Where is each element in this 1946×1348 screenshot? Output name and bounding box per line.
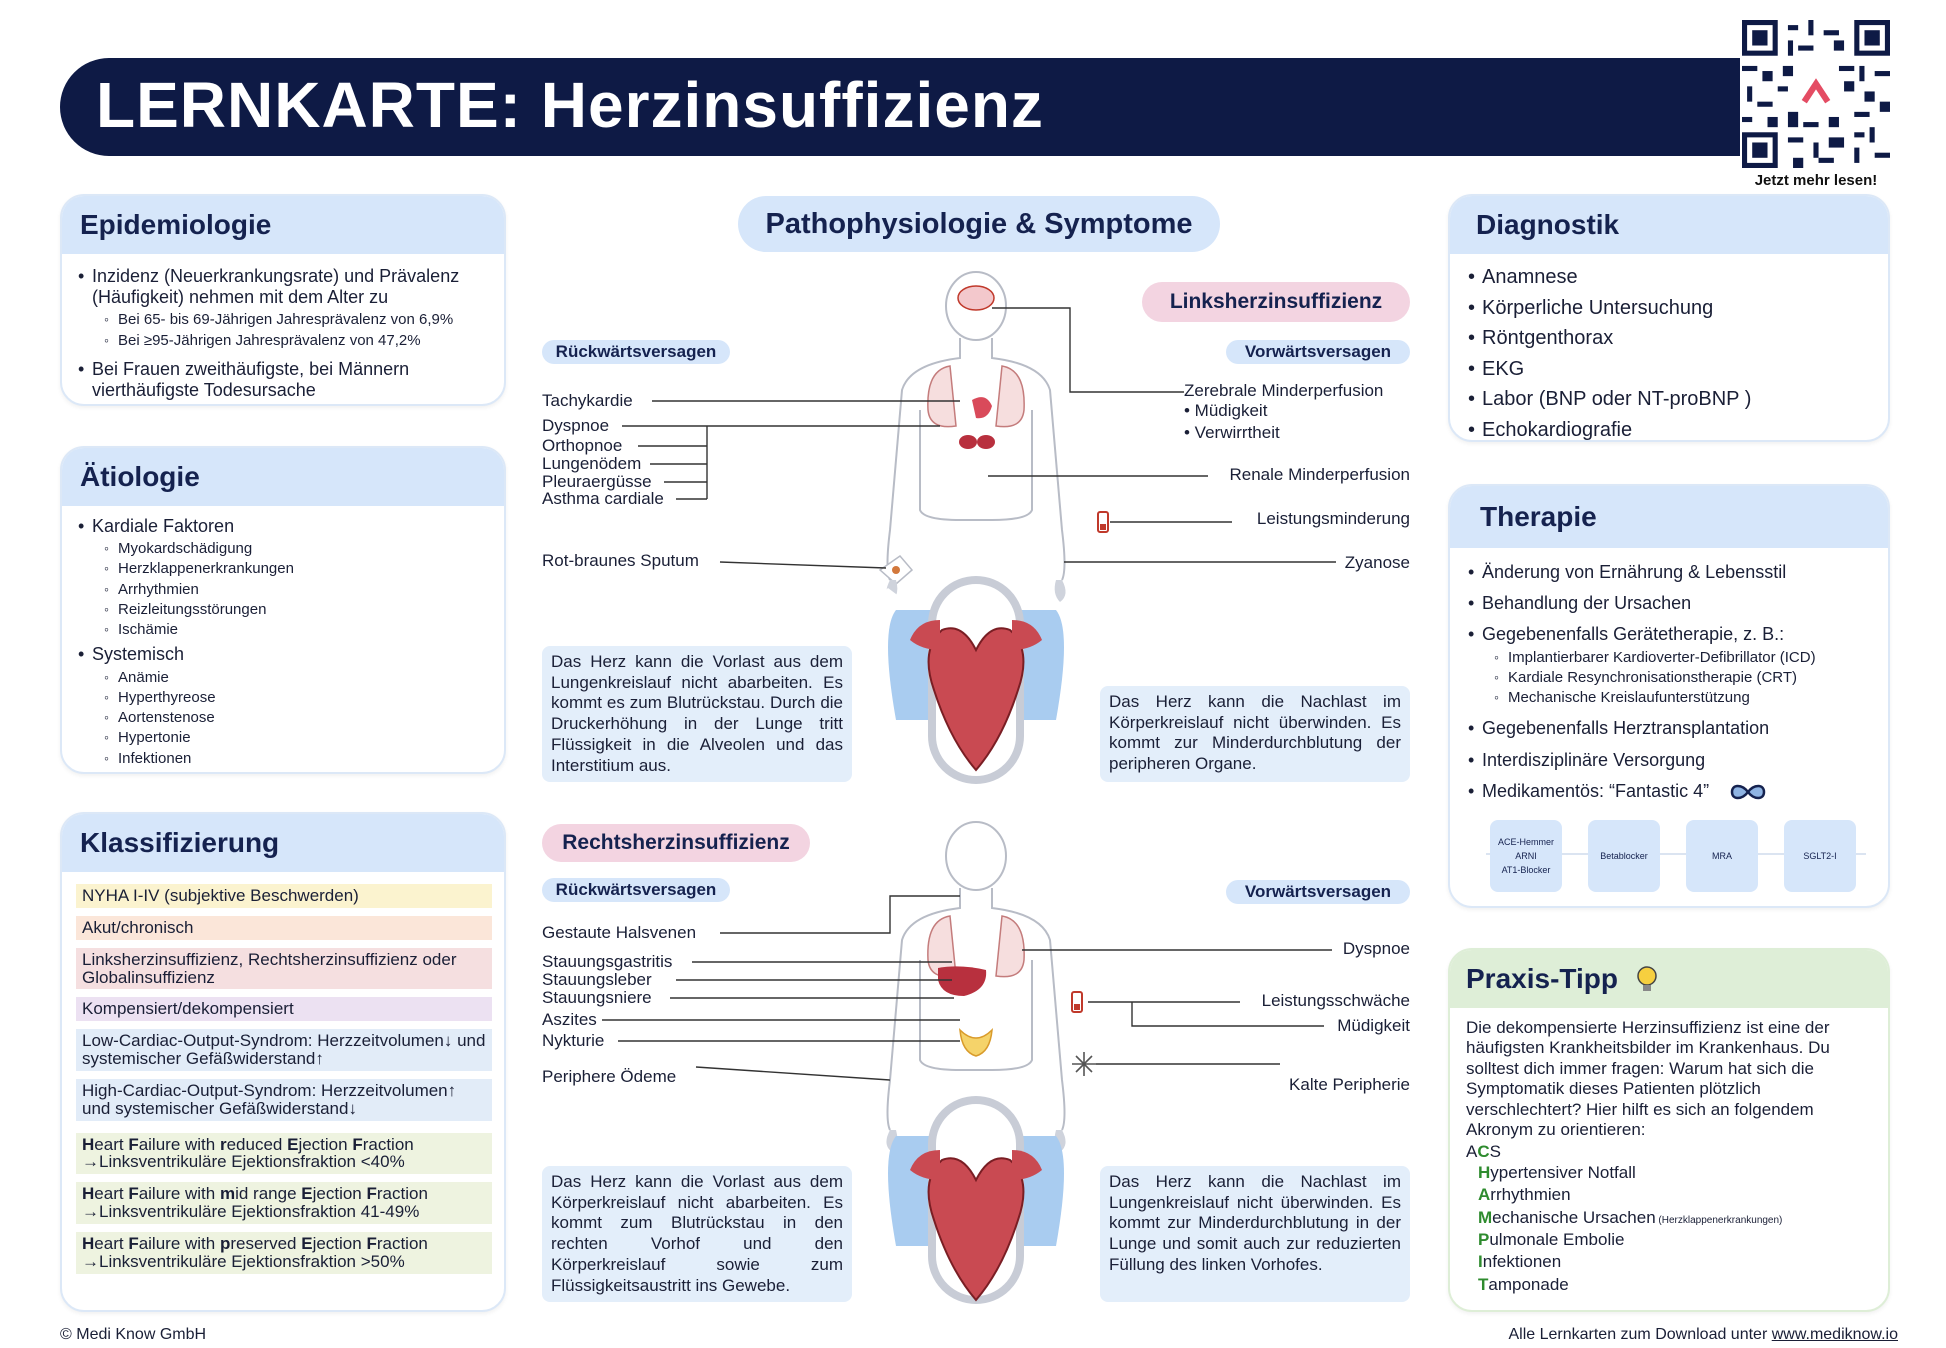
epidemiologie-title: Epidemiologie <box>62 196 504 254</box>
infinity-icon <box>1728 782 1768 802</box>
epidemiologie-card <box>60 194 506 406</box>
linksherz-pill: Linksherzinsuffizienz <box>1142 282 1410 322</box>
aet-sub: ◦ Herzklappenerkrankungen <box>92 559 490 579</box>
fantastic-box-ace: ACE-Hemmer ARNI AT1-Blocker <box>1490 820 1562 892</box>
symptom-lungenoedem: Lungenödem <box>542 454 642 473</box>
ther-sub: ◦ Mechanische Kreislaufunterstützung <box>1482 688 1874 708</box>
ther-item: • Medikamentös: “Fantastic 4” <box>1468 781 1874 802</box>
class-chip: Low-Cardiac-Output-Syndrom: Herzzeitvolumen↓ und systemischer Gefäßwiderstand↑ <box>76 1029 492 1071</box>
class-chip: High-Cardiac-Output-Syndrom: Herzzeitvolumen↑ und systemischer Gefäßwiderstand↓ <box>76 1079 492 1121</box>
symptom-verwirrtheit: • Verwirrtheit <box>1184 423 1280 442</box>
links-note-left: Das Herz kann die Vorlast aus dem Lungenkreislauf nicht abarbeiten. Es kommt es zum Blutrückstau. Durch die Druckerhöhung in der Lunge tritt Flüssigkeit in die Alveolen und das Interstitium aus. <box>542 646 852 782</box>
symptom-orthopnoe: Orthopnoe <box>542 436 623 455</box>
fantastic-box-sglt2: SGLT2-I <box>1784 820 1856 892</box>
ther-sub: ◦ Kardiale Resynchronisationstherapie (CRT) <box>1482 668 1874 688</box>
footer-download: Alle Lernkarten zum Download unter www.mediknow.io <box>1508 1326 1898 1343</box>
symptom-dyspnoe: Dyspnoe <box>542 416 610 435</box>
symptom-stauungsniere: Stauungsniere <box>542 988 652 1007</box>
rechtsherz-pill: Rechtsherzinsuffizienz <box>542 824 810 862</box>
lightbulb-icon <box>1634 964 1660 994</box>
diagnostik-title: Diagnostik <box>1450 196 1888 254</box>
symptom-oedeme: Periphere Ödeme <box>542 1067 677 1086</box>
snowflake-icon <box>1072 1052 1096 1076</box>
aet-sub: ◦ Reizleitungsstörungen <box>92 600 490 620</box>
ther-item: • Behandlung der Ursachen <box>1468 593 1874 614</box>
acronym-item: Tamponade <box>1478 1274 1569 1294</box>
diag-item: • Labor (BNP oder NT-proBNP ) <box>1468 388 1874 412</box>
class-chip: Akut/chronisch <box>76 916 492 940</box>
hf-chip: Heart Failure with reduced Ejection Fraction →Linksventrikuläre Ejektionsfraktion <40% <box>76 1133 492 1175</box>
pathophysiologie-title: Pathophysiologie & Symptome <box>738 196 1220 252</box>
praxis-card <box>1448 948 1890 1312</box>
therapie-title: Therapie <box>1450 486 1888 548</box>
battery-icon <box>1072 992 1082 1012</box>
symptom-stauungsgastritis: Stauungsgastritis <box>542 952 673 971</box>
symptom-leistungsminderung: Leistungsminderung <box>1256 509 1410 528</box>
symptom-sputum: Rot-braunes Sputum <box>542 551 699 570</box>
rechts-rueck-pill: Rückwärtsversagen <box>542 878 730 902</box>
klassifizierung-title: Klassifizierung <box>62 814 504 872</box>
class-chip: NYHA I-IV (subjektive Beschwerden) <box>76 884 492 908</box>
hf-chip: Heart Failure with mid range Ejection Fraction →Linksventrikuläre Ejektionsfraktion 41-49% <box>76 1182 492 1224</box>
aet-item-kardial: • Kardiale Faktoren ◦ Myokardschädigung ◦ Herzklappenerkrankungen ◦ Arrhythmien ◦ Reizleitungsstörungen ◦ Ischämie <box>78 516 490 640</box>
qr-code[interactable] <box>1742 20 1890 168</box>
symptom-muedigkeit: • Müdigkeit <box>1184 401 1268 420</box>
acronym-head: ACS <box>1466 1142 1501 1162</box>
lungs-icon <box>928 366 1024 427</box>
rechts-note-left: Das Herz kann die Vorlast aus dem Körperkreislauf nicht abarbeiten. Es kommt zum Blutrückstau in den rechten Vorhof und den Körperkreislauf sowie zum Flüssigkeitsaustritt ins Gewebe. <box>542 1166 852 1302</box>
symptom-stauungsleber: Stauungsleber <box>542 970 652 989</box>
hf-chip: Heart Failure with preserved Ejection Fraction →Linksventrikuläre Ejektionsfraktion >50% <box>76 1232 492 1274</box>
footer-copyright: © Medi Know GmbH <box>60 1326 207 1343</box>
footer-link[interactable]: www.mediknow.io <box>1771 1326 1898 1343</box>
aet-sub: ◦ Ischämie <box>92 620 490 640</box>
epi-sub-1: ◦ Bei 65- bis 69-Jährigen Jahresprävalenz von 6,9% <box>92 310 490 330</box>
aet-sub: ◦ Hyperthyreose <box>92 688 490 708</box>
aet-sub: ◦ Myokardschädigung <box>92 539 490 559</box>
diag-item: • Anamnese <box>1468 266 1874 290</box>
class-chip: Kompensiert/dekompensiert <box>76 997 492 1021</box>
klassifizierung-card <box>60 812 506 1312</box>
aetiologie-title: Ätiologie <box>62 448 504 506</box>
diag-item: • Körperliche Untersuchung <box>1468 297 1874 321</box>
class-chip: Linksherzinsuffizienz, Rechtsherzinsuffizienz oder Globalinsuffizienz <box>76 948 492 990</box>
ther-item: • Änderung von Ernährung & Lebensstil <box>1468 562 1874 583</box>
rechts-note-right: Das Herz kann die Nachlast im Lungenkreislauf nicht überwinden. Es kommt zur Minderdurchblutung in der Lunge und somit auch zur reduzierten Füllung des linken Vorhofes. <box>1100 1166 1410 1302</box>
links-vor-pill: Vorwärtsversagen <box>1226 340 1410 364</box>
acronym-item: Hypertensiver Notfall <box>1478 1162 1636 1182</box>
symptom-nykturie: Nykturie <box>542 1031 605 1050</box>
diag-item: • Echokardiografie <box>1468 419 1874 442</box>
ther-item: • Gegebenenfalls Herztransplantation <box>1468 718 1874 739</box>
fantastic-box-betablocker: Betablocker <box>1588 820 1660 892</box>
symptom-zyanose: Zyanose <box>1344 553 1410 572</box>
aet-sub: ◦ Infektionen <box>92 749 490 769</box>
symptom-zerebral: Zerebrale Minderperfusion <box>1184 381 1384 400</box>
symptom-asthma-cardiale: Asthma cardiale <box>542 489 664 508</box>
battery-icon <box>1098 512 1108 532</box>
epi-sub-2: ◦ Bei ≥95-Jährigen Jahresprävalenz von 47,2% <box>92 331 490 351</box>
brain-icon <box>958 286 994 310</box>
praxis-title: Praxis-Tipp <box>1466 963 1618 994</box>
symptom-aszites: Aszites <box>542 1010 597 1029</box>
symptom-kalte-peripherie: Kalte Peripherie <box>1289 1075 1410 1094</box>
symptom-tachykardie: Tachykardie <box>542 391 633 410</box>
ther-sub: ◦ Implantierbarer Kardioverter-Defibrillator (ICD) <box>1482 648 1874 668</box>
liver-icon <box>938 966 986 996</box>
fantastic-box-mra: MRA <box>1686 820 1758 892</box>
ther-item: • Interdisziplinäre Versorgung <box>1468 750 1874 771</box>
kidney-icon <box>959 435 995 449</box>
symptom-pleuraerguesse: Pleuraergüsse <box>542 472 652 491</box>
symptom-leistungsschwaeche: Leistungsschwäche <box>1261 991 1410 1010</box>
page-title: LERNKARTE: Herzinsuffizienz <box>96 69 1044 141</box>
bladder-icon <box>960 1030 992 1056</box>
links-note-right: Das Herz kann die Nachlast im Körperkreislauf nicht überwinden. Es kommt zur Minderdurchblutung der peripheren Organe. <box>1100 686 1410 782</box>
acronym-item: Mechanische Ursachen (Herzklappenerkrankungen) <box>1478 1207 1783 1227</box>
aet-sub: ◦ Anämie <box>92 668 490 688</box>
links-rueck-pill: Rückwärtsversagen <box>542 340 730 364</box>
rechts-vor-pill: Vorwärtsversagen <box>1226 880 1410 904</box>
praxis-text: Die dekompensierte Herzinsuffizienz ist eine der häufigsten Krankheitsbilder im Krankenhaus. Du solltest dich immer fragen: Warum hat sich die Symptomatik dieses Patienten plötzlich verschlechtert? Hier hilft es sich an folgendem Akronym zu orientieren: <box>1466 1018 1830 1139</box>
aetiologie-card <box>60 446 506 774</box>
aet-item-systemisch: • Systemisch ◦ Anämie ◦ Hyperthyreose ◦ Aortenstenose ◦ Hypertonie ◦ Infektionen <box>78 644 490 768</box>
aet-sub: ◦ Hypertonie <box>92 728 490 748</box>
epi-item-1: • Inzidenz (Neuerkrankungsrate) und Prävalenz (Häufigkeit) nehmen mit dem Alter zu ◦ Bei 65- bis 69-Jährigen Jahresprävalenz von 6,9% ◦ Bei ≥95-Jährigen Jahresprävalenz von 47,2% <box>78 266 490 351</box>
diag-item: • EKG <box>1468 358 1874 382</box>
diag-item: • Röntgenthorax <box>1468 327 1874 351</box>
diagnostik-card <box>1448 194 1890 442</box>
aet-sub: ◦ Arrhythmien <box>92 580 490 600</box>
epi-item-2: • Bei Frauen zweithäufigste, bei Männern vierthäufigste Todesursache <box>78 359 490 401</box>
symptom-halsvenen: Gestaute Halsvenen <box>542 923 697 942</box>
ther-item: • Gegebenenfalls Gerätetherapie, z. B.: ◦ Implantierbarer Kardioverter-Defibrillator (ICD) ◦ Kardiale Resynchronisationstherapie (CRT) ◦ Mechanische Kreislaufunterstützung <box>1468 624 1874 708</box>
heart-circulation-icon <box>888 1100 1064 1300</box>
symptom-muedigkeit-r: Müdigkeit <box>1337 1016 1410 1035</box>
acronym-item: Infektionen <box>1478 1252 1562 1272</box>
acronym-item: Pulmonale Embolie <box>1478 1229 1625 1249</box>
qr-caption: Jetzt mehr lesen! <box>1754 172 1878 189</box>
heart-circulation-icon <box>882 580 1064 780</box>
symptom-renal: Renale Minderperfusion <box>1229 465 1410 484</box>
sputum-icon <box>880 556 912 584</box>
acronym-item: Arrhythmien <box>1478 1185 1571 1205</box>
symptom-dyspnoe-r: Dyspnoe <box>1342 939 1410 958</box>
aet-sub: ◦ Aortenstenose <box>92 708 490 728</box>
